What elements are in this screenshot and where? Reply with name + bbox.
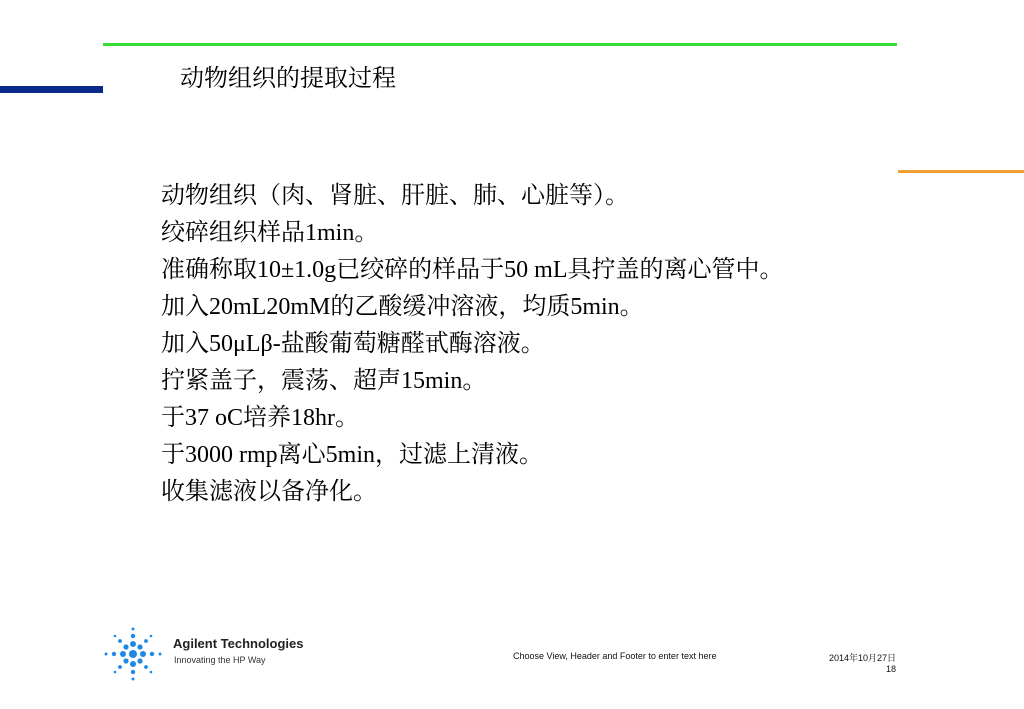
procedure-line: 准确称取10±1.0g已绞碎的样品于50 mL具拧盖的离心管中。: [161, 257, 784, 283]
agilent-spark-icon: [103, 626, 163, 682]
page-number: 18: [885, 664, 896, 674]
procedure-line: 收集滤液以备净化。: [161, 479, 377, 505]
procedure-line: 于37 oC培养18hr。: [161, 405, 359, 431]
procedure-line: 绞碎组织样品1min。: [161, 220, 379, 246]
company-name: Agilent Technologies: [173, 636, 304, 651]
right-accent-line: [898, 170, 1024, 173]
top-divider-line: [103, 43, 897, 46]
slide-title: 动物组织的提取过程: [180, 64, 396, 92]
procedure-line: 拧紧盖子，震荡、超声15min。: [161, 368, 487, 394]
procedure-list: [161, 178, 784, 511]
procedure-line: 于3000 rmp离心5min，过滤上清液。: [161, 442, 543, 468]
procedure-line: 加入20mL20mM的乙酸缓冲溶液，均质5min。: [161, 294, 644, 320]
left-accent-bar: [0, 86, 103, 93]
procedure-line: 加入50μLβ-盐酸葡萄糖醛甙酶溶液。: [161, 331, 545, 357]
footer-placeholder-text: Choose View, Header and Footer to enter text here: [513, 651, 717, 661]
company-tagline: Innovating the HP Way: [174, 655, 266, 665]
footer-date: 2014年10月27日: [828, 653, 896, 663]
procedure-line: 动物组织（肉、肾脏、肝脏、肺、心脏等）。: [161, 183, 629, 209]
